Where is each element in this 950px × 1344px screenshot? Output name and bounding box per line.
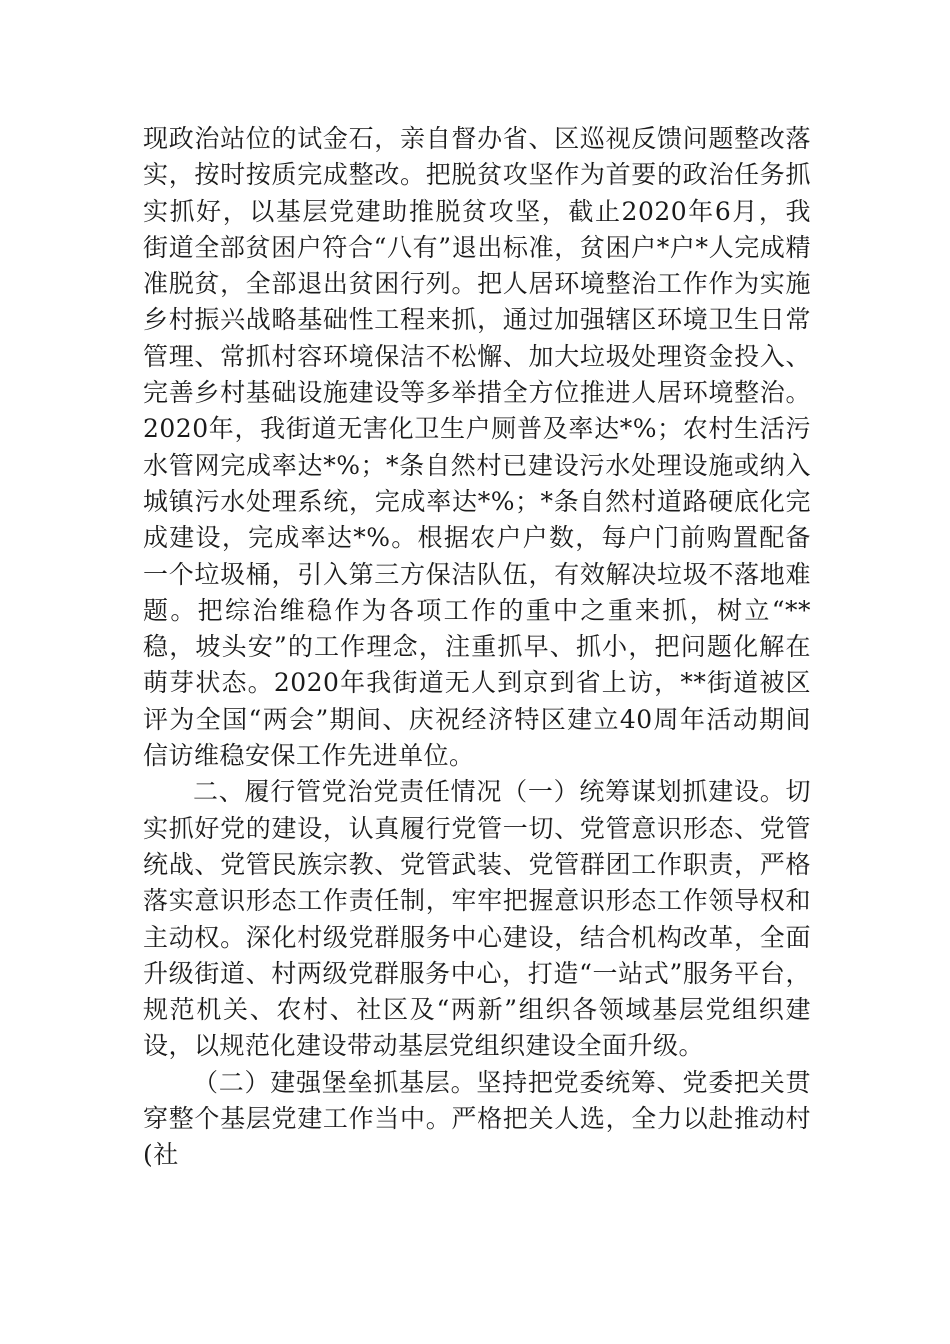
paragraph-1: 现政治站位的试金石，亲自督办省、区巡视反馈问题整改落实，按时按质完成整改。把脱贫攻坚作为首要的政治任务抓实抓好，以基层党建助推脱贫攻坚，截止2020年6月，我街道全部贫困户符合“八有”退出标准，贫困户*户*人完成精准脱贫，全部退出贫困行列。把人居环境整治工作作为实施乡村振兴战略基础性工程来抓，通过加强辖区环境卫生日常管理、常抓村容环境保洁不松懈、加大垃圾处理资金投入、完善乡村基础设施建设等多举措全方位推进人居环境整治。2020年，我街道无害化卫生户厕普及率达*%；农村生活污水管网完成率达*%；*条自然村已建设污水处理设施或纳入城镇污水处理系统，完成率达*%；*条自然村道路硬底化完成建设，完成率达*%。根据农户户数，每户门前购置配备一个垃圾桶，引入第三方保洁队伍，有效解决垃圾不落地难题。把综治维稳作为各项工作的重中之重来抓，树立“**稳，坡头安”的工作理念，注重抓早、抓小，把问题化解在萌芽状态。2020年我街道无人到京到省上访，**街道被区评为全国“两会”期间、庆祝经济特区建立40周年活动期间信访维稳安保工作先进单位。 <box>143 124 811 771</box>
paragraph-3: （二）建强堡垒抓基层。坚持把党委统筹、党委把关贯穿整个基层党建工作当中。严格把关人选，全力以赴推动村(社 <box>143 1067 811 1170</box>
document-body <box>143 121 811 1174</box>
paragraph-2: 二、履行管党治党责任情况（一）统筹谋划抓建设。切实抓好党的建设，认真履行党管一切、党管意识形态、党管统战、党管民族宗教、党管武装、党管群团工作职责，严格落实意识形态工作责任制，牢牢把握意识形态工作领导权和主动权。深化村级党群服务中心建设，结合机构改革，全面升级街道、村两级党群服务中心，打造“一站式”服务平台，规范机关、农村、社区及“两新”组织各领域基层党组织建设，以规范化建设带动基层党组织建设全面升级。 <box>143 777 811 1061</box>
